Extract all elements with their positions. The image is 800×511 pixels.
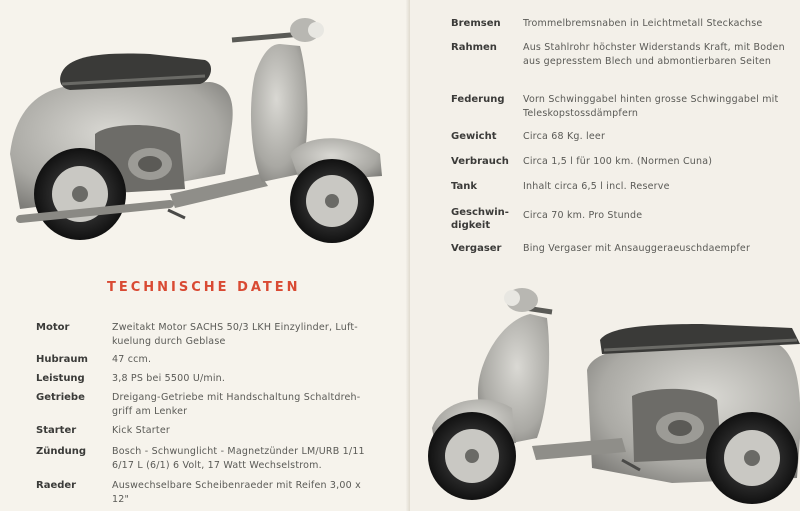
spec-value: 3,8 PS bei 5500 U/min.: [112, 373, 226, 384]
spec-label: Geschwin-digkeit: [451, 207, 509, 231]
spec-row-verbrauch: [451, 155, 793, 169]
section-heading: TECHNISCHE DATEN: [107, 280, 301, 295]
spec-label: Federung: [451, 94, 505, 105]
spec-value: Inhalt circa 6,5 l incl. Reserve: [523, 181, 670, 192]
scooter-photo-side-view: [0, 4, 390, 249]
spec-row-motor: [36, 321, 367, 349]
spec-row-leistung: [36, 372, 367, 386]
spec-value: Bing Vergaser mit Ansauggeraeuschdaempfer: [523, 243, 751, 254]
spec-label: Motor: [36, 322, 70, 333]
spec-label: Zündung: [36, 446, 87, 457]
spec-value: Circa 68 Kg. leer: [523, 131, 606, 142]
spec-label: Starter: [36, 425, 77, 436]
spec-label: Leistung: [36, 373, 85, 384]
spec-label: Gewicht: [451, 131, 497, 142]
spec-label: Hubraum: [36, 354, 88, 365]
right-page: [410, 0, 800, 511]
spec-row-geschwindigkeit: [451, 206, 793, 232]
spec-label: Rahmen: [451, 42, 497, 53]
spec-row-raeder: [36, 479, 367, 507]
spec-value: 47 ccm.: [112, 354, 152, 365]
spec-value: Kick Starter: [112, 425, 170, 436]
scooter-photo-front-quarter-view: [412, 278, 800, 511]
spec-row-starter: [36, 424, 367, 438]
spec-label: Verbrauch: [451, 156, 509, 167]
spec-row-bremsen: [451, 17, 793, 31]
spec-value: Vorn Schwinggabel hinten grosse Schwinggabel mit Teleskopstossdämpfern: [523, 94, 779, 119]
spec-label: Getriebe: [36, 392, 85, 403]
spec-row-rahmen: [451, 41, 793, 69]
spec-row-tank: [451, 180, 793, 194]
spec-value: Circa 70 km. Pro Stunde: [523, 210, 643, 221]
spec-value: Bosch - Schwunglicht - Magnetzünder LM/URB 1/11 6/17 L (6/1) 6 Volt, 17 Watt Wechselstrom.: [112, 446, 365, 471]
spec-row-zuendung: [36, 445, 367, 473]
spec-label: Vergaser: [451, 243, 502, 254]
spec-value: Trommelbremsnaben in Leichtmetall Steckachse: [523, 18, 763, 29]
spec-label: Tank: [451, 181, 478, 192]
spec-value: Dreigang-Getriebe mit Handschaltung Schaltdreh-griff am Lenker: [112, 392, 361, 417]
spec-label: Bremsen: [451, 18, 501, 29]
spec-row-vergaser: [451, 242, 793, 256]
spec-value: Circa 1,5 l für 100 km. (Normen Cuna): [523, 156, 713, 167]
spec-row-federung: [451, 93, 793, 121]
spec-row-gewicht: [451, 130, 793, 144]
spec-value: Aus Stahlrohr höchster Widerstands Kraft, mit Boden aus gepresstem Blech und abmontierbaren Seiten: [523, 42, 785, 67]
spec-label: Raeder: [36, 480, 77, 491]
spec-row-hubraum: [36, 353, 367, 367]
spec-row-getriebe: [36, 391, 367, 419]
spec-value: Auswechselbare Scheibenraeder mit Reifen 3,00 x 12": [112, 480, 361, 505]
spec-value: Zweitakt Motor SACHS 50/3 LKH Einzylinder, Luft-kuelung durch Geblase: [112, 322, 358, 347]
